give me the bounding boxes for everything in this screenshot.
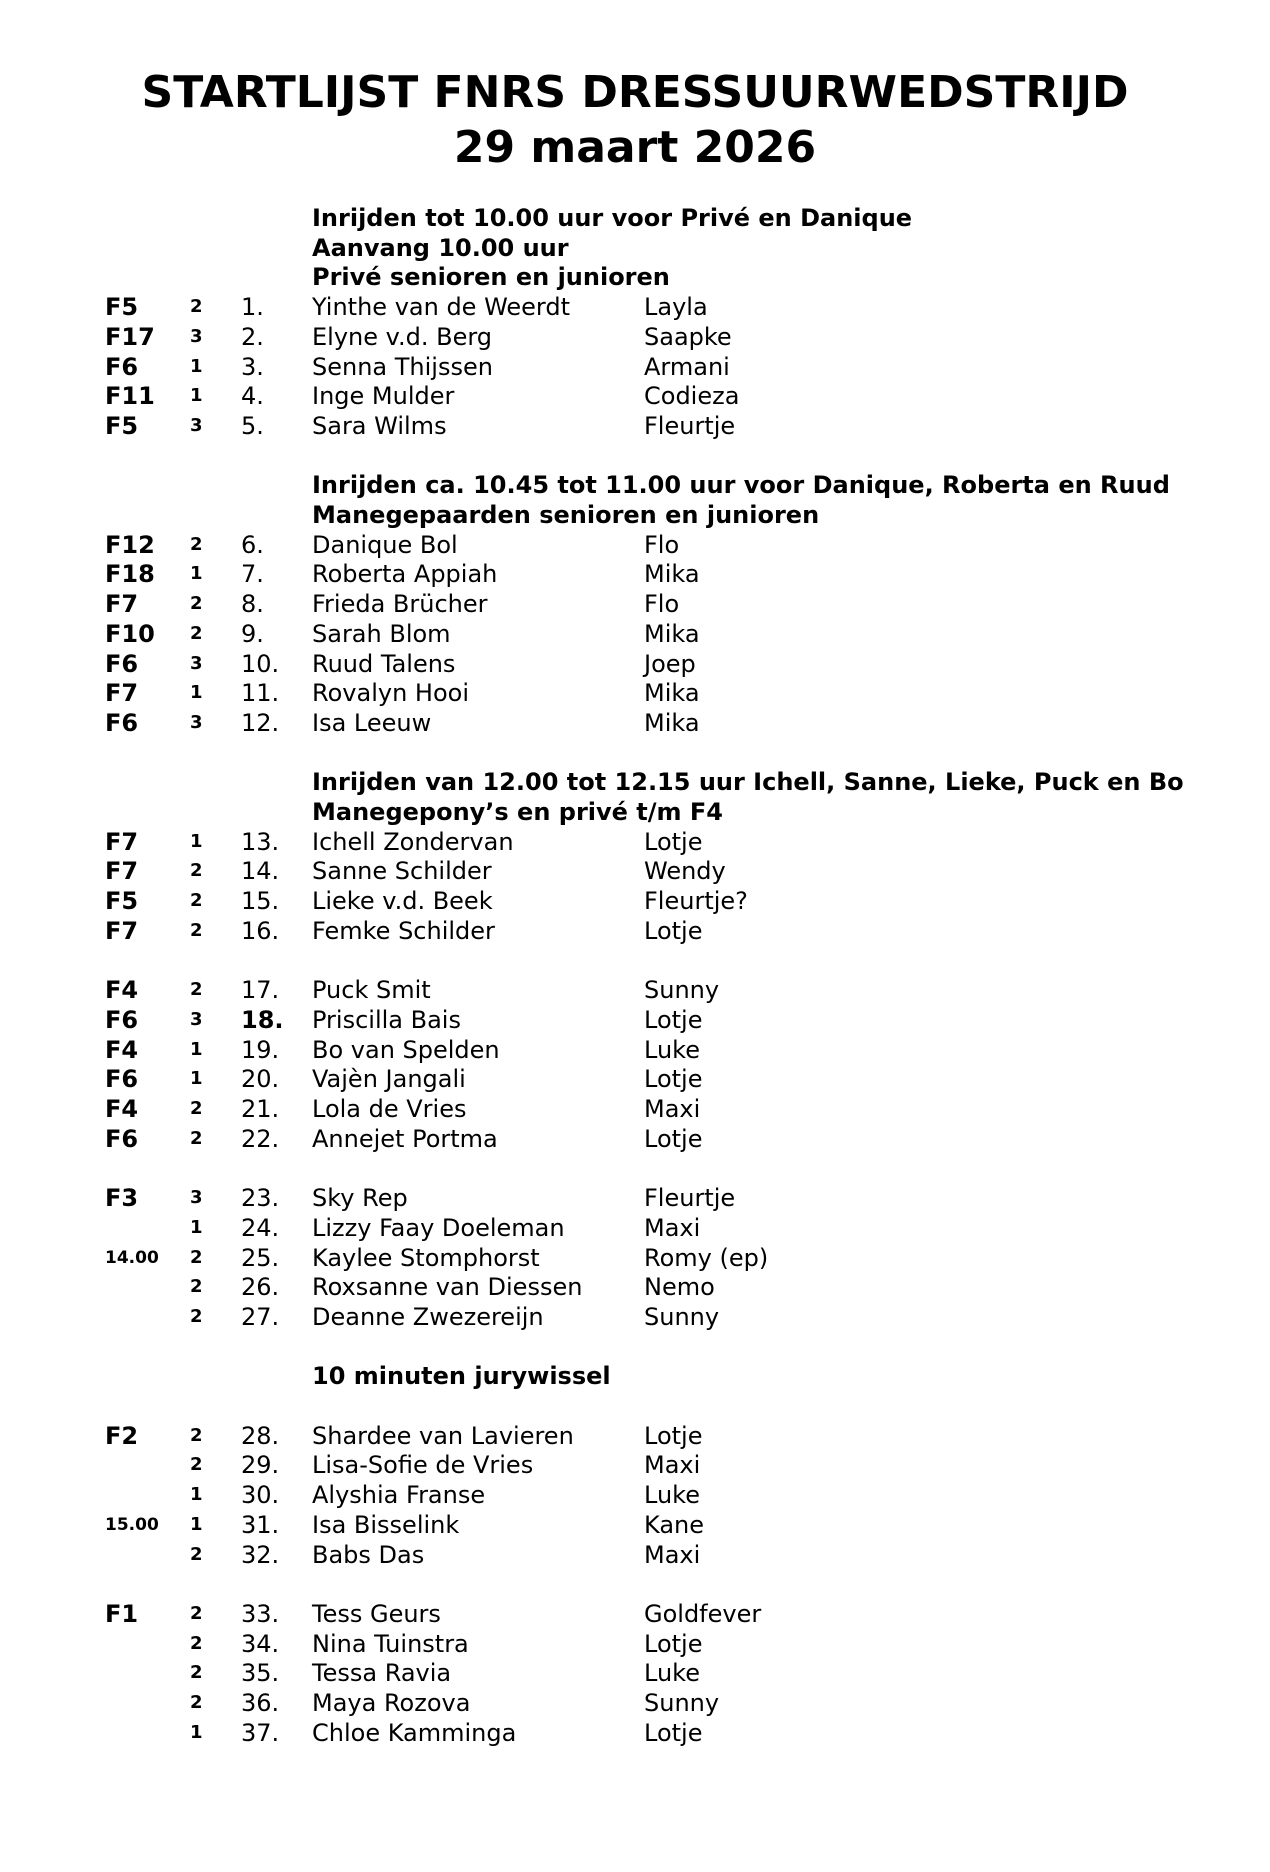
group-cell: 2 [190, 860, 203, 882]
group-cell: 1 [190, 1721, 203, 1743]
level-cell: F2 [105, 1421, 139, 1450]
section-heading: Manegepony’s en privé t/m F4 [312, 798, 723, 826]
rider-name-cell: Lola de Vries [312, 1095, 467, 1123]
horse-name-cell: Goldfever [644, 1599, 762, 1628]
level-cell: F7 [105, 679, 139, 708]
rider-name-cell: Nina Tuinstra [312, 1629, 469, 1658]
start-number-cell: 12. [241, 708, 280, 737]
table-row [0, 1124, 1270, 1154]
rider-name-cell: Lieke v.d. Beek [312, 887, 493, 916]
horse-name-cell: Mika [644, 619, 700, 648]
start-number-cell: 11. [241, 679, 280, 708]
group-cell: 2 [190, 1662, 203, 1684]
table-row [0, 856, 1270, 886]
start-number-cell: 14. [241, 857, 280, 886]
group-cell: 3 [190, 414, 203, 436]
level-cell: F6 [105, 1065, 139, 1094]
table-row [0, 1450, 1270, 1480]
horse-name-cell: Codieza [644, 382, 740, 411]
start-number-cell: 35. [241, 1659, 280, 1688]
table-row [0, 916, 1270, 946]
table-row [0, 1480, 1270, 1510]
section-heading: 10 minuten jurywissel [312, 1362, 611, 1391]
start-number-cell: 13. [241, 827, 280, 856]
start-number-cell: 1. [241, 293, 264, 322]
level-cell: F12 [105, 530, 155, 559]
rider-name-cell: Sarah Blom [312, 619, 451, 648]
start-number-cell: 8. [241, 590, 264, 619]
rider-name-cell: Inge Mulder [312, 382, 455, 411]
rider-name-cell: Sanne Schilder [312, 857, 492, 886]
horse-name-cell: Maxi [644, 1213, 701, 1242]
rider-name-cell: Alyshia Franse [312, 1481, 486, 1510]
start-number-cell: 34. [241, 1629, 280, 1658]
level-cell: F18 [105, 560, 155, 589]
rider-name-cell: Isa Leeuw [312, 708, 432, 737]
section-heading: Manegepaarden senioren en junioren [312, 501, 820, 529]
horse-name-cell: Sunny [644, 1689, 720, 1717]
start-number-cell: 26. [241, 1273, 280, 1302]
rider-name-cell: Roxsanne van Diessen [312, 1273, 583, 1302]
level-cell: F6 [105, 649, 139, 678]
table-row [0, 1243, 1270, 1273]
horse-name-cell: Flo [644, 590, 680, 619]
horse-name-cell: Lotje [644, 1629, 703, 1658]
start-number-cell: 3. [241, 352, 264, 381]
start-number-cell: 37. [241, 1718, 280, 1747]
start-number-cell: 32. [241, 1540, 280, 1569]
group-cell: 3 [190, 711, 203, 733]
level-cell: F7 [105, 916, 139, 945]
section-heading: Inrijden van 12.00 tot 12.15 uur Ichell, Sanne, Lieke, Puck en Bo [312, 768, 1184, 797]
horse-name-cell: Joep [644, 649, 696, 678]
group-cell: 2 [190, 919, 203, 941]
table-row [0, 619, 1270, 649]
rider-name-cell: Senna Thijssen [312, 352, 493, 381]
rider-name-cell: Ruud Talens [312, 649, 456, 678]
table-row [0, 411, 1270, 441]
horse-name-cell: Flo [644, 530, 680, 559]
group-cell: 1 [190, 563, 203, 585]
horse-name-cell: Kane [644, 1510, 704, 1539]
group-cell: 2 [190, 1127, 203, 1149]
horse-name-cell: Lotje [644, 1124, 703, 1153]
rider-name-cell: Bo van Spelden [312, 1035, 500, 1064]
start-number-cell: 18. [241, 1005, 284, 1034]
rider-name-cell: Babs Das [312, 1540, 425, 1569]
level-cell: F10 [105, 619, 155, 648]
section-heading: Inrijden ca. 10.45 tot 11.00 uur voor Danique, Roberta en Ruud [312, 471, 1170, 500]
horse-name-cell: Fleurtje [644, 1184, 736, 1213]
group-cell: 2 [190, 1246, 203, 1268]
start-number-cell: 21. [241, 1095, 280, 1123]
group-cell: 2 [190, 1692, 203, 1713]
rider-name-cell: Isa Bisselink [312, 1510, 460, 1539]
rider-name-cell: Roberta Appiah [312, 560, 498, 589]
table-row [0, 1035, 1270, 1065]
group-cell: 1 [190, 1068, 203, 1090]
group-cell: 2 [190, 890, 203, 912]
group-cell: 1 [190, 1513, 203, 1535]
group-cell: 3 [190, 652, 203, 674]
horse-name-cell: Luke [644, 1481, 700, 1510]
start-number-cell: 20. [241, 1065, 280, 1094]
group-cell: 2 [190, 622, 203, 644]
start-time-cell: 14.00 [105, 1247, 159, 1268]
start-number-cell: 2. [241, 322, 264, 351]
rider-name-cell: Danique Bol [312, 530, 458, 559]
group-cell: 2 [190, 593, 203, 615]
start-number-cell: 29. [241, 1451, 280, 1480]
horse-name-cell: Sunny [644, 976, 720, 1005]
section-heading: Inrijden tot 10.00 uur voor Privé en Danique [312, 204, 913, 232]
level-cell: F5 [105, 411, 139, 440]
table-row [0, 886, 1270, 916]
horse-name-cell: Mika [644, 708, 700, 737]
horse-name-cell: Fleurtje [644, 411, 736, 440]
level-cell: F7 [105, 827, 139, 856]
group-cell: 1 [190, 1216, 203, 1238]
group-cell: 2 [190, 979, 203, 1001]
group-cell: 2 [190, 1543, 203, 1565]
table-row [0, 1064, 1270, 1094]
table-row [0, 559, 1270, 589]
level-cell: F7 [105, 590, 139, 619]
group-cell: 2 [190, 1098, 203, 1119]
horse-name-cell: Luke [644, 1659, 700, 1688]
rider-name-cell: Maya Rozova [312, 1689, 471, 1717]
rider-name-cell: Lizzy Faay Doeleman [312, 1213, 565, 1242]
group-cell: 1 [190, 682, 203, 704]
rider-name-cell: Tessa Ravia [312, 1659, 452, 1688]
group-cell: 2 [190, 1454, 203, 1476]
group-cell: 1 [190, 385, 203, 407]
table-row [0, 1599, 1270, 1629]
section-heading: Privé senioren en junioren [312, 263, 670, 292]
start-time-cell: 15.00 [105, 1514, 159, 1535]
start-number-cell: 27. [241, 1302, 280, 1331]
level-cell: F6 [105, 708, 139, 737]
start-number-cell: 7. [241, 560, 264, 589]
group-cell: 2 [190, 533, 203, 555]
table-row [0, 530, 1270, 560]
group-cell: 1 [190, 1484, 203, 1506]
horse-name-cell: Maxi [644, 1540, 701, 1569]
page-title: STARTLIJST FNRS DRESSUURWEDSTRIJD [141, 67, 1129, 118]
group-cell: 1 [190, 1038, 203, 1060]
table-row [0, 322, 1270, 352]
horse-name-cell: Maxi [644, 1451, 701, 1480]
table-row [0, 1540, 1270, 1570]
level-cell: F3 [105, 1184, 139, 1213]
group-cell: 2 [190, 1424, 203, 1446]
horse-name-cell: Wendy [644, 857, 726, 886]
start-number-cell: 4. [241, 382, 264, 411]
rider-name-cell: Ichell Zondervan [312, 827, 514, 856]
horse-name-cell: Lotje [644, 1065, 703, 1094]
group-cell: 2 [190, 1305, 203, 1327]
rider-name-cell: Rovalyn Hooi [312, 679, 469, 708]
horse-name-cell: Fleurtje? [644, 887, 748, 916]
start-number-cell: 9. [241, 619, 264, 648]
group-cell: 2 [190, 1602, 203, 1624]
table-row [0, 1183, 1270, 1213]
rider-name-cell: Deanne Zwezereijn [312, 1302, 544, 1331]
start-number-cell: 30. [241, 1481, 280, 1510]
rider-name-cell: Frieda Brücher [312, 590, 488, 619]
table-row [0, 1094, 1270, 1124]
horse-name-cell: Lotje [644, 1005, 703, 1034]
start-number-cell: 23. [241, 1184, 280, 1213]
start-number-cell: 10. [241, 649, 280, 678]
horse-name-cell: Lotje [644, 827, 703, 856]
start-number-cell: 17. [241, 976, 280, 1005]
level-cell: F4 [105, 976, 139, 1005]
table-row [0, 381, 1270, 411]
group-cell: 3 [190, 1187, 203, 1209]
table-row [0, 1213, 1270, 1243]
rider-name-cell: Kaylee Stomphorst [312, 1243, 540, 1272]
rider-name-cell: Vajèn Jangali [312, 1065, 466, 1094]
horse-name-cell: Lotje [644, 916, 703, 945]
level-cell: F11 [105, 382, 155, 411]
horse-name-cell: Armani [644, 352, 730, 381]
horse-name-cell: Layla [644, 293, 708, 322]
table-row [0, 1005, 1270, 1035]
table-row [0, 649, 1270, 679]
rider-name-cell: Priscilla Bais [312, 1005, 461, 1034]
table-row [0, 975, 1270, 1005]
group-cell: 3 [190, 1008, 203, 1030]
table-row [0, 827, 1270, 857]
start-number-cell: 36. [241, 1689, 280, 1717]
horse-name-cell: Mika [644, 560, 700, 589]
start-number-cell: 33. [241, 1599, 280, 1628]
start-number-cell: 24. [241, 1213, 280, 1242]
table-row [0, 708, 1270, 738]
table-row [0, 589, 1270, 619]
horse-name-cell: Nemo [644, 1273, 715, 1302]
rider-name-cell: Lisa-Sofie de Vries [312, 1451, 534, 1480]
group-cell: 1 [190, 355, 203, 377]
start-number-cell: 15. [241, 887, 280, 916]
table-row [0, 1510, 1270, 1540]
rider-name-cell: Shardee van Lavieren [312, 1421, 574, 1450]
start-number-cell: 22. [241, 1124, 280, 1153]
level-cell: F6 [105, 352, 139, 381]
horse-name-cell: Lotje [644, 1718, 703, 1747]
start-number-cell: 6. [241, 530, 264, 559]
rider-name-cell: Chloe Kamminga [312, 1718, 517, 1747]
table-row [0, 292, 1270, 322]
table-row [0, 1688, 1270, 1718]
event-date: 29 maart 2026 [453, 122, 817, 173]
group-cell: 3 [190, 325, 203, 347]
table-row [0, 1718, 1270, 1748]
horse-name-cell: Maxi [644, 1095, 701, 1123]
rider-name-cell: Elyne v.d. Berg [312, 322, 493, 351]
group-cell: 2 [190, 1276, 203, 1298]
level-cell: F17 [105, 322, 155, 351]
horse-name-cell: Mika [644, 679, 700, 708]
level-cell: F5 [105, 887, 139, 916]
table-row [0, 1272, 1270, 1302]
rider-name-cell: Sky Rep [312, 1184, 408, 1213]
level-cell: F4 [105, 1095, 139, 1123]
table-row [0, 352, 1270, 382]
horse-name-cell: Romy (ep) [644, 1243, 769, 1272]
horse-name-cell: Lotje [644, 1421, 703, 1450]
table-row [0, 1302, 1270, 1332]
rider-name-cell: Femke Schilder [312, 916, 495, 945]
section-heading: Aanvang 10.00 uur [312, 233, 569, 262]
start-number-cell: 16. [241, 916, 280, 945]
rider-name-cell: Sara Wilms [312, 411, 447, 440]
level-cell: F4 [105, 1035, 139, 1064]
level-cell: F1 [105, 1599, 139, 1628]
start-number-cell: 31. [241, 1510, 280, 1539]
group-cell: 1 [190, 830, 203, 852]
rider-name-cell: Puck Smit [312, 976, 431, 1005]
rider-name-cell: Yinthe van de Weerdt [312, 293, 571, 322]
rider-name-cell: Tess Geurs [312, 1599, 441, 1628]
horse-name-cell: Saapke [644, 322, 732, 351]
group-cell: 2 [190, 296, 203, 318]
start-number-cell: 5. [241, 411, 264, 440]
table-row [0, 1658, 1270, 1688]
horse-name-cell: Sunny [644, 1302, 720, 1331]
start-number-cell: 28. [241, 1421, 280, 1450]
start-number-cell: 19. [241, 1035, 280, 1064]
level-cell: F6 [105, 1124, 139, 1153]
start-number-cell: 25. [241, 1243, 280, 1272]
level-cell: F6 [105, 1005, 139, 1034]
horse-name-cell: Luke [644, 1035, 700, 1064]
level-cell: F7 [105, 857, 139, 886]
rider-name-cell: Annejet Portma [312, 1124, 498, 1153]
level-cell: F5 [105, 293, 139, 322]
table-row [0, 1629, 1270, 1659]
table-row [0, 678, 1270, 708]
group-cell: 2 [190, 1632, 203, 1654]
table-row [0, 1421, 1270, 1451]
